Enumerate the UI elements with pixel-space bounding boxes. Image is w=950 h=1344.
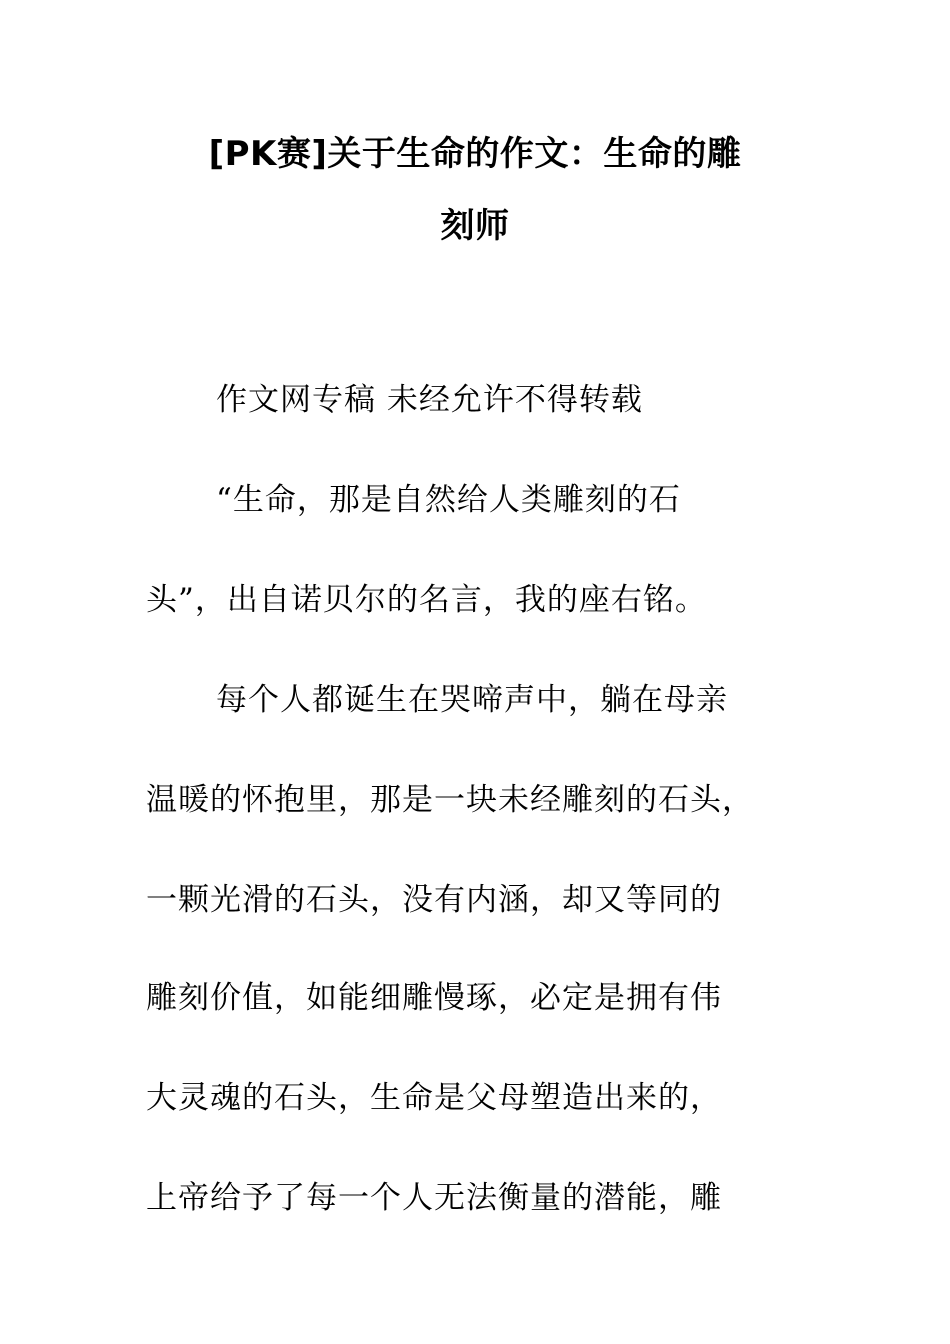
body-line-1: 作文网专稿 未经允许不得转载 [216, 382, 643, 418]
body-line-8: 大灵魂的石头，生命是父母塑造出来的， [146, 1080, 722, 1116]
body-line-2: “生命，那是自然给人类雕刻的石 [216, 482, 681, 518]
title-line-1: [PK赛]关于生命的作文：生命的雕 [208, 134, 742, 174]
body-line-4: 每个人都诞生在哭啼声中，躺在母亲 [216, 682, 728, 718]
body-line-7: 雕刻价值，如能细雕慢琢，必定是拥有伟 [146, 980, 722, 1016]
body-line-6: 一颗光滑的石头，没有内涵，却又等同的 [146, 882, 722, 918]
body-line-5: 温暖的怀抱里，那是一块未经雕刻的石头， [146, 782, 754, 818]
body-line-3: 头”，出自诺贝尔的名言，我的座右铭。 [146, 582, 707, 618]
title-line-2: 刻师 [440, 206, 510, 246]
body-line-9: 上帝给予了每一个人无法衡量的潜能，雕 [146, 1180, 722, 1216]
document-title [140, 118, 810, 262]
